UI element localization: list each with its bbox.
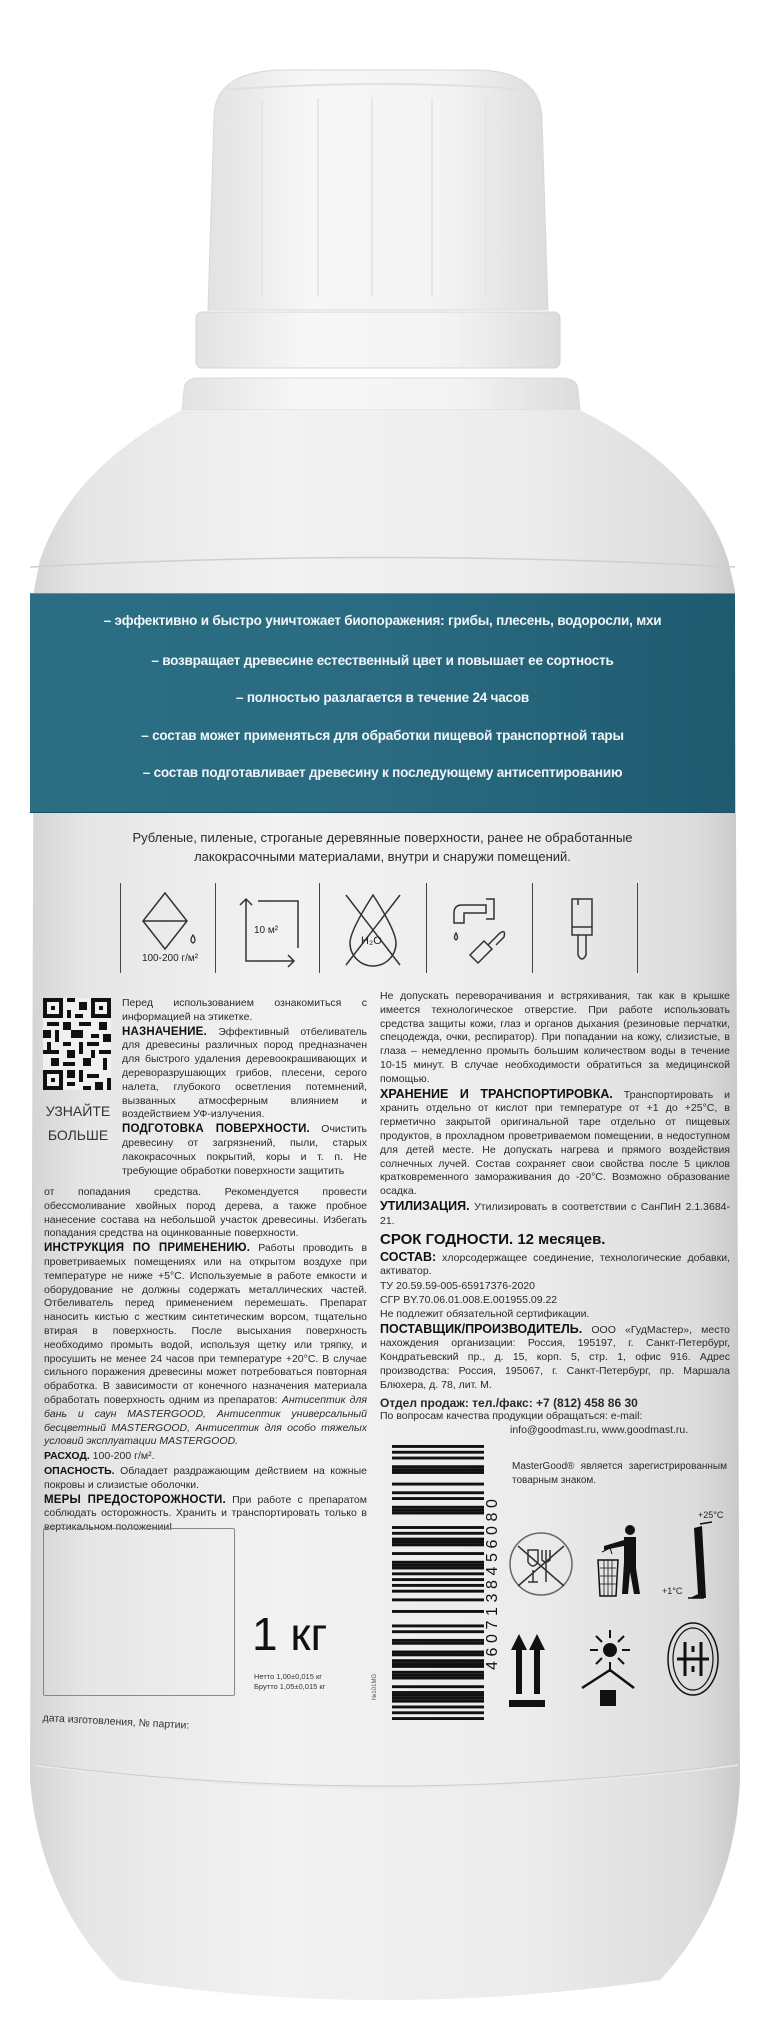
coverage-area-icon bbox=[224, 883, 314, 973]
barcode-bar bbox=[392, 1512, 484, 1515]
barcode-bar bbox=[392, 1491, 484, 1494]
do-not-freeze-icon bbox=[665, 1620, 721, 1698]
barcode-bar bbox=[392, 1538, 484, 1541]
barcode-bar bbox=[392, 1642, 484, 1645]
dispose-properly-icon bbox=[594, 1522, 644, 1602]
purpose-text: Эффективный отбеливатель для древесины различных пород предназначен для быстрого удаления деревоокрашивающих и дереворазрушающих грибов, плесени, серого налета, глубокого осветления потемнений, вызванных атмосферным влиянием и воздействием УФ-излучения. bbox=[122, 1025, 368, 1121]
barcode-bar bbox=[392, 1659, 484, 1662]
barcode-bar bbox=[392, 1639, 484, 1642]
usage-icons-row bbox=[120, 883, 640, 973]
benefit-line: – состав может применяться для обработки пищевой транспортной тары bbox=[141, 728, 624, 743]
left-column-bottom bbox=[44, 1186, 367, 1536]
sgr-code: СГР BY.70.06.01.008.E.001955.09.22 bbox=[380, 1293, 558, 1306]
qr-caption: БОЛЬШЕ bbox=[47, 1127, 109, 1143]
prep-text-cont: от попадания средства. Рекомендуется провести обессмоливание хвойных пород дерева, а также пробное нанесение состава на небольшой участок древесины. Избегать попадания средства на оцинкованные поверхности. bbox=[44, 1186, 367, 1240]
barcode-bar bbox=[392, 1671, 484, 1674]
barcode-bar bbox=[392, 1700, 484, 1703]
qr-code-icon[interactable] bbox=[43, 997, 111, 1091]
barcode-bar bbox=[392, 1691, 484, 1694]
precautions-text: При работе с препаратом соблюдать осторожность. Хранить и транспортировать только в вертикальном положении! bbox=[44, 1493, 367, 1534]
benefit-line: – полностью разлагается в течение 24 часов bbox=[235, 690, 530, 705]
brutto-text: Брутто 1,05±0,015 кг bbox=[254, 1682, 326, 1691]
composition-title: СОСТАВ: bbox=[380, 1249, 437, 1264]
instruction-products: Антисептик для бань и саун MASTERGOOD, Антисептик универсальный бесцветный MASTERGOOD, Антисептик для особо тяжелых условий эксплуатации MASTERGOOD. bbox=[44, 1393, 368, 1448]
warning-text: Не допускать переворачивания и встряхивания, так как в крышке имеется технологическое отверстие. При работе использовать средства защиты кожи, глаз и органов дыхания (резиновые перчатки, спецодежда, очки, респиратор). При попадании на кожу, слизистые, в глаза – немедленно промыть большим количеством воды в течение 10-15 минут. В случае необходимости обратиться за медицинской помощью. bbox=[380, 990, 730, 1085]
prep-text: Очистить древесину от загрязнений, пыли, старых лакокрасочных покрытий, коры и т. п. Не требующие обработки поверхности защитить bbox=[122, 1123, 367, 1177]
barcode-bar bbox=[392, 1711, 484, 1714]
temp-max-label: +25°C bbox=[698, 1510, 724, 1520]
barcode-bar bbox=[392, 1451, 484, 1454]
barcode-bar bbox=[392, 1526, 484, 1529]
barcode-bar bbox=[392, 1578, 484, 1581]
certification-note: Не подлежит обязательной сертификации. bbox=[380, 1307, 590, 1320]
barcode-bar bbox=[392, 1567, 484, 1570]
instruction-title: ИНСТРУКЦИЯ ПО ПРИМЕНЕНИЮ. bbox=[44, 1242, 251, 1255]
disposal-text: Утилизировать в соответствии с СанПиН 2.1.3684-21. bbox=[380, 1200, 731, 1227]
prep-title: ПОДГОТОВКА ПОВЕРХНОСТИ. bbox=[122, 1123, 310, 1136]
barcode-bar bbox=[392, 1509, 484, 1512]
barcode-bar bbox=[392, 1445, 484, 1448]
contacts-link[interactable]: info@goodmast.ru, www.goodmast.ru. bbox=[510, 1424, 689, 1437]
barcode-bar bbox=[392, 1543, 484, 1546]
right-column bbox=[380, 990, 730, 1438]
barcode-bar bbox=[392, 1584, 484, 1587]
storage-title: ХРАНЕНИЕ И ТРАНСПОРТИРОВКА. bbox=[380, 1086, 613, 1101]
qr-caption: УЗНАЙТЕ bbox=[45, 1103, 111, 1119]
netto-brutto bbox=[254, 1672, 325, 1692]
supplier-title: ПОСТАВЩИК/ПРОИЗВОДИТЕЛЬ. bbox=[380, 1321, 583, 1336]
not-for-food-icon bbox=[508, 1528, 574, 1600]
barcode-bar bbox=[392, 1697, 484, 1700]
barcode-bar bbox=[392, 1662, 484, 1665]
barcode-bar bbox=[392, 1497, 484, 1500]
barcode-bar bbox=[392, 1561, 484, 1564]
disposal-title: УТИЛИЗАЦИЯ. bbox=[380, 1198, 470, 1213]
brush-icon bbox=[538, 883, 628, 973]
trademark-note: MasterGood® является зарегистрированным товарным знаком. bbox=[512, 1461, 727, 1486]
no-water-dilution-icon bbox=[328, 883, 418, 973]
benefit-line: – эффективно и быстро уничтожает биопоражения: грибы, плесень, водоросли, мхи bbox=[103, 613, 662, 628]
left-column-top bbox=[122, 997, 367, 1179]
instruction-text: Работы проводить в проветриваемых помещениях или на открытом воздухе при температуре не ниже +5°С. Используемые в работе емкости и оборудование не должны содержать металлических частей. Отбеливатель перед применением перемешать. Препарат наносить кистью с жестким синтетическим ворсом, тщательно втирая в поверхность. После высыхания поверхность необходимо промыть водой, используя щетку или тряпку, и просушить не менее 24 часов при температуре +20°С. В случае сильного поражения древесины может потребоваться повторная обработка. В зависимости от конечного назначения материала обработать поверхность одним из препаратов: bbox=[44, 1242, 368, 1406]
barcode-bar bbox=[392, 1552, 484, 1555]
barcode-bar bbox=[392, 1483, 484, 1486]
net-weight: 1 кг bbox=[252, 1608, 328, 1660]
barcode-bar bbox=[392, 1674, 484, 1677]
benefits-band bbox=[30, 593, 735, 813]
danger-text: Обладает раздражающим действием на кожные покровы и слизистые оболочки. bbox=[44, 1464, 367, 1491]
consumption-title: РАСХОД. bbox=[44, 1450, 90, 1463]
barcode-bar bbox=[392, 1598, 484, 1601]
netto-text: Нетто 1,00±0,015 кг bbox=[254, 1672, 322, 1681]
benefit-line: – состав подготавливает древесину к последующему антисептированию bbox=[142, 765, 623, 780]
barcode-bar bbox=[392, 1471, 484, 1474]
barcode-digits: 4607138456080 bbox=[484, 1494, 501, 1671]
tu-code: ТУ 20.59.59-005-65917376-2020 bbox=[380, 1280, 535, 1293]
temperature-range-icon bbox=[660, 1510, 730, 1606]
composition-text: хлорсодержащее соединение, технологические добавки, активатор. bbox=[380, 1251, 730, 1278]
barcode bbox=[392, 1445, 487, 1720]
barcode-bar bbox=[392, 1465, 484, 1468]
barcode-bar bbox=[392, 1506, 484, 1509]
barcode-bar bbox=[392, 1706, 484, 1709]
water-label: H₂O bbox=[361, 935, 382, 947]
consumption-label: 100-200 г/м² bbox=[141, 953, 199, 964]
quality-contact: По вопросам качества продукции обращаться: e-mail: bbox=[380, 1410, 643, 1423]
coverage-label: 10 м² bbox=[254, 925, 279, 936]
surfaces-text: Рубленые, пиленые, строганые деревянные поверхности, ранее не обработанные лакокрасочными материалами, внутри и снаружи помещений. bbox=[132, 830, 633, 864]
barcode-bar bbox=[392, 1651, 484, 1654]
barcode-bar bbox=[392, 1541, 484, 1544]
barcode-bar bbox=[392, 1468, 484, 1471]
barcode-bar bbox=[392, 1630, 484, 1633]
supplier-text: ООО «ГудМастер», место нахождения организации: Россия, 195197, г. Санкт-Петербург, Кондратьевский пр., д. 15, корп. 5, стр. 1, офис 916. Адрес производства: Россия, 195067, г. Санкт-Петербург, пр. Маршала Блюхера, д. 78, лит. М. bbox=[380, 1323, 730, 1391]
barcode-bar bbox=[392, 1717, 484, 1720]
precautions-title: МЕРЫ ПРЕДОСТОРОЖНОСТИ. bbox=[44, 1493, 226, 1506]
barcode-bar bbox=[392, 1665, 484, 1668]
storage-text: Транспортировать и хранить отдельно от кислот при температуре от +1 до +25°С, в герметично закрытой оригинальной таре отдельно от пищевых продуктов, в прохладном проветриваемом помещении, в недоступном для детей месте. Не допускать нагрева и прямого воздействия солнечных лучей. Состав сохраняет свои свойства после 5 циклов кратковременного замораживания до -20°С. Возможно образование осадка. bbox=[380, 1088, 730, 1198]
this-way-up-icon bbox=[507, 1632, 547, 1708]
consumption-text: 100-200 г/м². bbox=[92, 1450, 155, 1463]
wash-brush-with-water-icon bbox=[434, 883, 524, 973]
sales-phone: Отдел продаж: тел./факс: +7 (812) 458 86 30 bbox=[380, 1395, 638, 1410]
barcode-bar bbox=[392, 1694, 484, 1697]
barcode-bar bbox=[392, 1572, 484, 1575]
shelf-life: СРОК ГОДНОСТИ. 12 месяцев. bbox=[380, 1230, 606, 1248]
purpose-title: НАЗНАЧЕНИЕ. bbox=[122, 1025, 207, 1038]
barcode-bar bbox=[392, 1457, 484, 1460]
keep-away-from-sunlight-icon bbox=[578, 1628, 638, 1710]
barcode-bar bbox=[392, 1653, 484, 1656]
batch-code: №101MG bbox=[372, 1673, 378, 1700]
date-label: дата изготовления, № партии: bbox=[42, 1712, 190, 1732]
barcode-bar bbox=[392, 1610, 484, 1613]
danger-title: ОПАСНОСТЬ. bbox=[44, 1464, 115, 1477]
barcode-bar bbox=[392, 1532, 484, 1535]
intro-text: Перед использованием ознакомиться с информацией на этикетке. bbox=[122, 997, 367, 1023]
manufacture-date-box bbox=[43, 1528, 235, 1696]
temp-min-label: +1°C bbox=[662, 1586, 683, 1596]
barcode-bar bbox=[392, 1564, 484, 1567]
consumption-icon bbox=[125, 883, 215, 973]
benefit-line: – возвращает древесине естественный цвет и повышает ее сортность bbox=[151, 653, 614, 668]
barcode-bar bbox=[392, 1685, 484, 1688]
barcode-bar bbox=[392, 1677, 484, 1680]
barcode-bar bbox=[392, 1624, 484, 1627]
barcode-bar bbox=[392, 1590, 484, 1593]
